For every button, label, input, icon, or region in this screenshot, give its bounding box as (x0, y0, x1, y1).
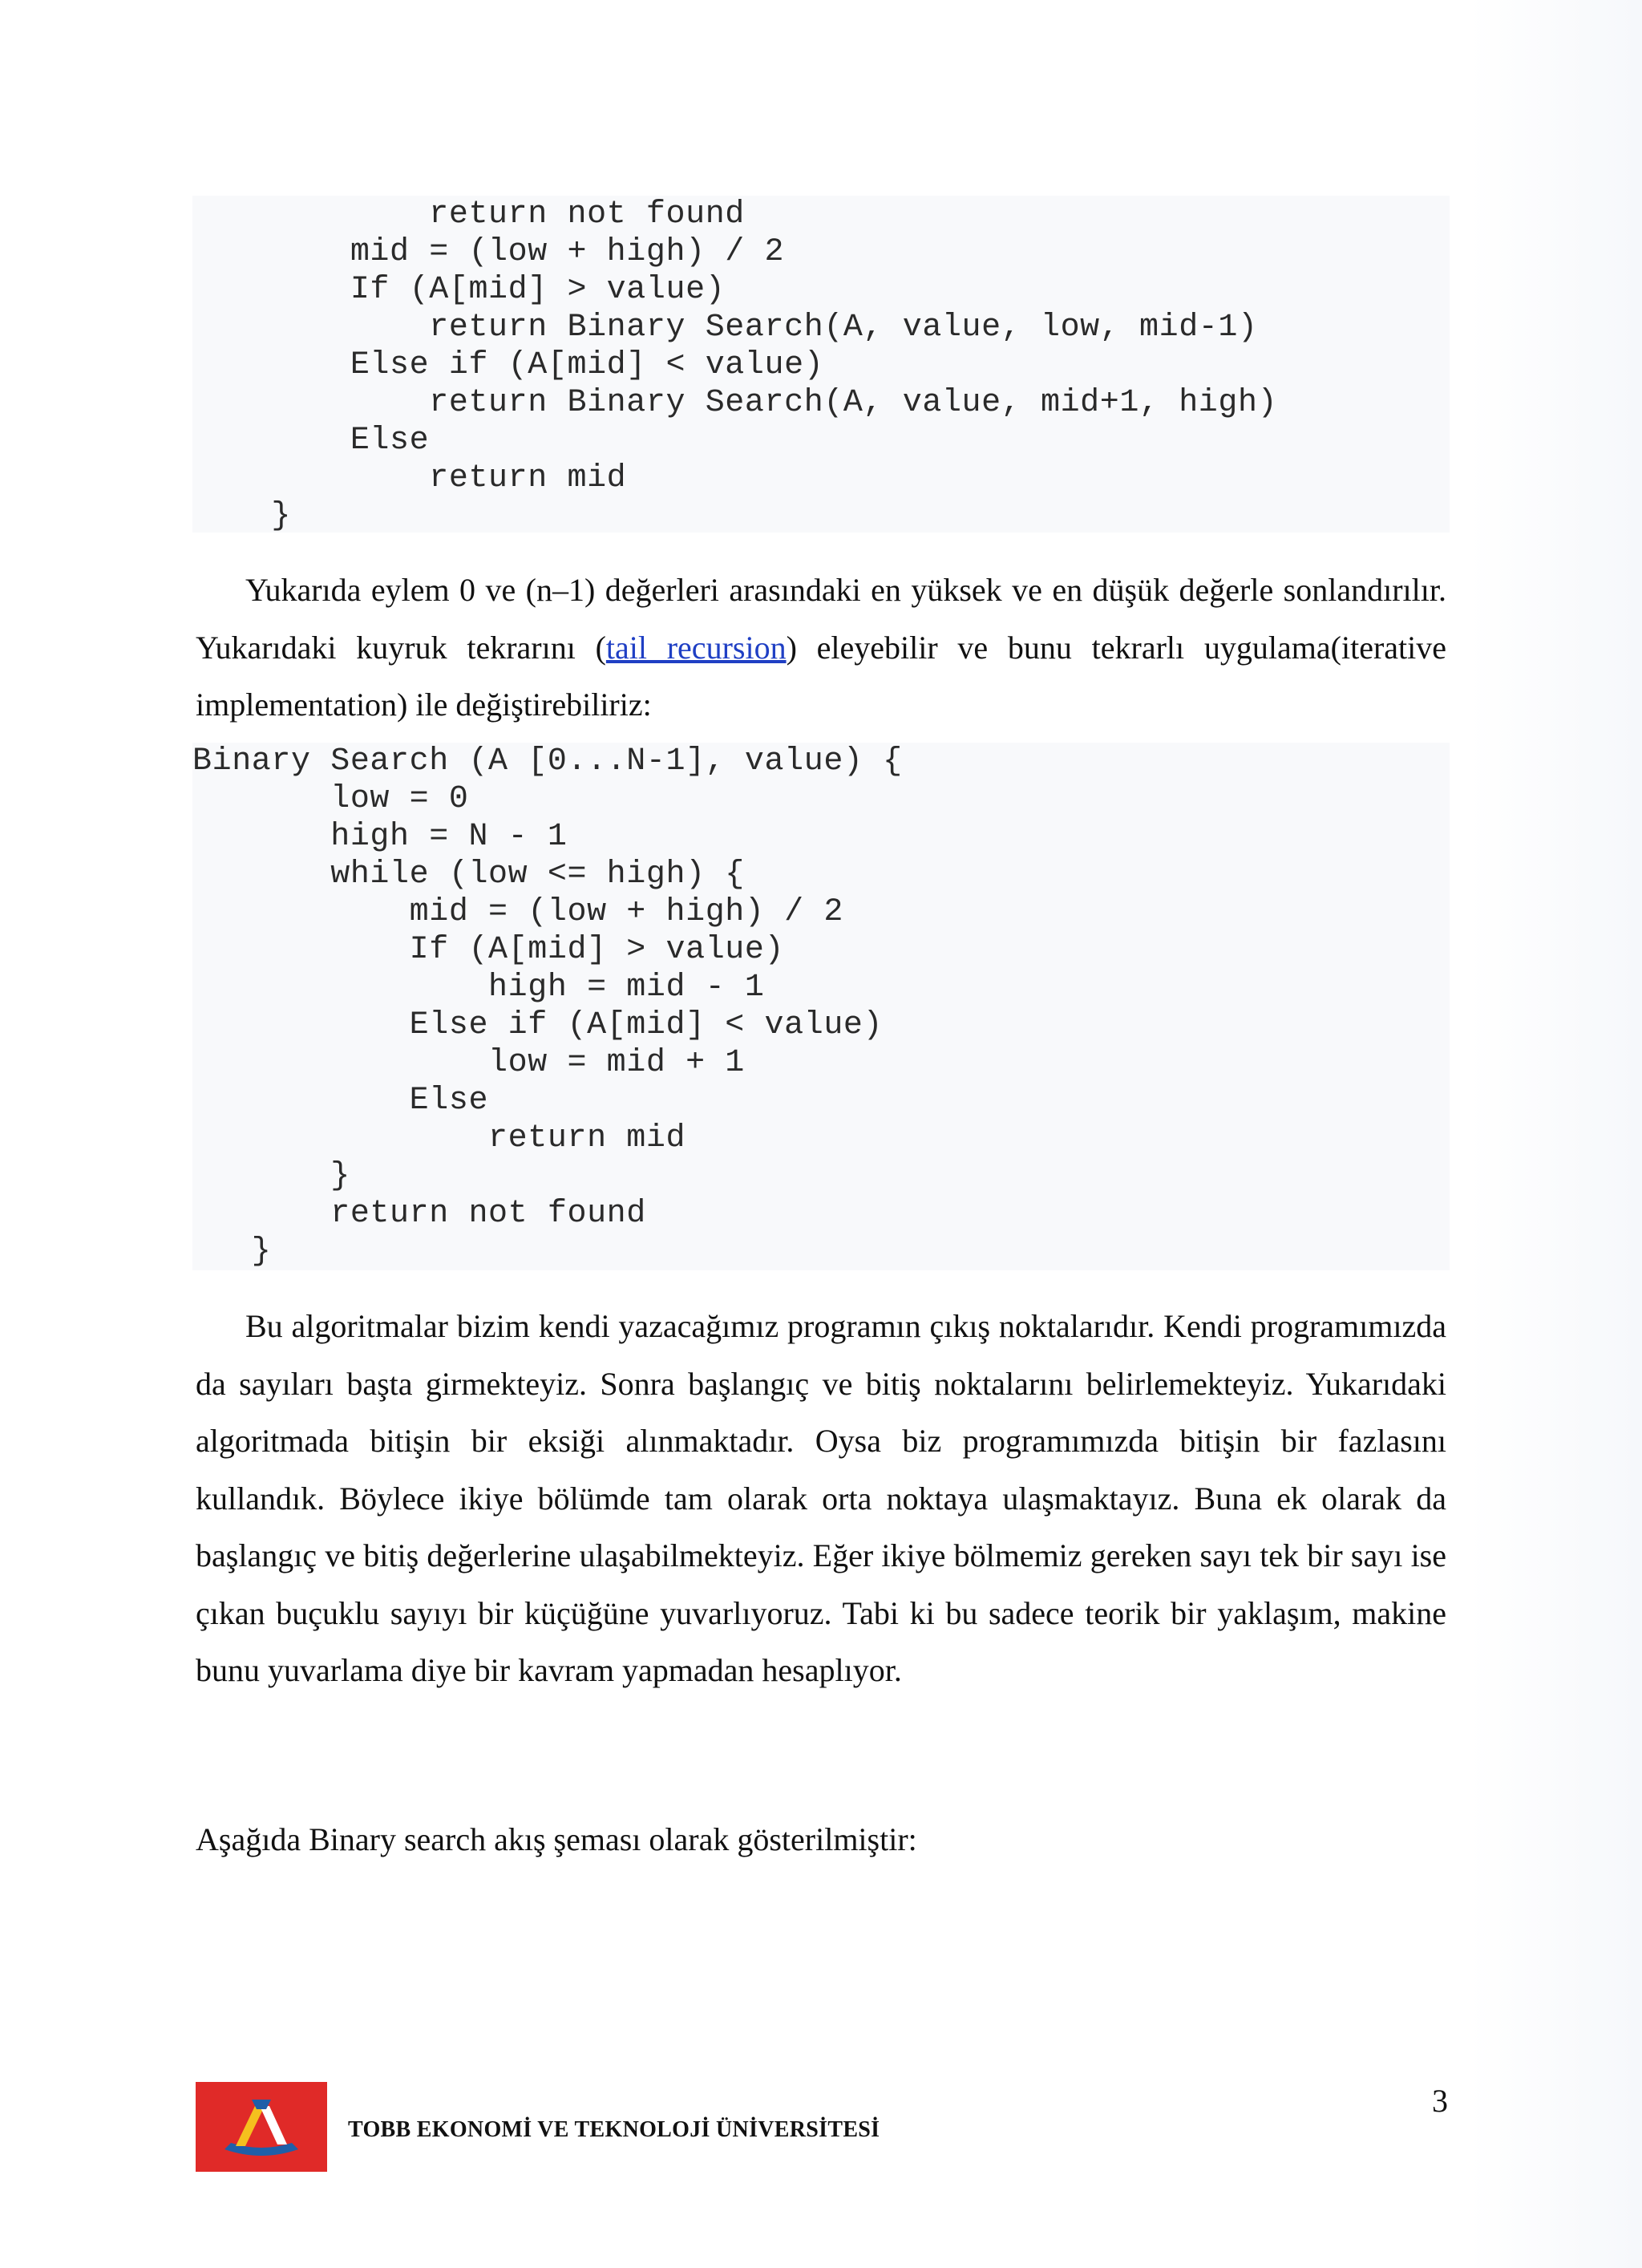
code-line: return Binary Search(A, value, low, mid-1) (192, 310, 1258, 346)
code-line: Else (192, 423, 430, 459)
code-line: Else if (A[mid] < value) (192, 347, 824, 383)
code-line: } (192, 1233, 272, 1270)
paragraph-flowchart-intro (196, 1811, 1446, 1869)
code-line: while (low <= high) { (192, 857, 745, 893)
code-line: Binary Search (A [0...N-1], value) { (192, 743, 903, 780)
code-line: return mid (192, 460, 627, 496)
code-line: high = N - 1 (192, 819, 568, 855)
paragraph-text: ) eleyebilir ve bunu tekrarlı uygulama(iterative implementation) ile değiştirebiliriz: (196, 629, 1446, 723)
code-line: return mid (192, 1120, 686, 1156)
code-line: low = mid + 1 (192, 1045, 745, 1081)
code-block-iterative (192, 743, 1450, 1270)
paragraph-text: Bu algoritmalar bizim kendi yazacağımız programın çıkış noktalarıdır. Kendi programımızda da sayıları başta girmekteyiz. Sonra başlangıç ve bitiş noktalarını belirlemekteyiz. Yukarıdaki algoritmada bitişin bir eksiği alınmaktadır. Oysa biz programımızda bitişin bir fazlasını kullandık. Böylece ikiye bölümde tam olarak orta noktaya ulaşmaktayız. Buna ek olarak da başlangıç ve bitiş değerlerine ulaşabilmekteyiz. Eğer ikiye bölmemiz gereken sayı tek bir sayı ise çıkan buçuklu sayıyı bir küçüğüne yuvarlıyoruz. Tabi ki bu sadece teorik bir yaklaşım, makine bunu yuvarlama diye bir kavram yapmadan hesaplıyor. (196, 1308, 1446, 1688)
code-line: Else (192, 1083, 489, 1119)
paragraph-text: Yukarıda eylem 0 ve (n–1) değerleri arasındaki en yüksek ve en düşük değerle sonlandırılır. Yukarıdaki kuyruk tekrarını ( (196, 572, 1446, 666)
institution-name: TOBB EKONOMİ VE TEKNOLOJİ ÜNİVERSİTESİ (348, 2117, 880, 2142)
code-block-recursive (192, 196, 1450, 533)
code-line: return not found (192, 196, 745, 233)
paragraph-tail-recursion (196, 561, 1446, 734)
code-line: Else if (A[mid] < value) (192, 1007, 884, 1043)
code-line: mid = (low + high) / 2 (192, 894, 843, 930)
code-line: If (A[mid] > value) (192, 272, 726, 308)
tail-recursion-link[interactable]: tail recursion (605, 629, 787, 666)
code-line: return not found (192, 1196, 646, 1232)
code-line: mid = (low + high) / 2 (192, 234, 785, 270)
code-line: If (A[mid] > value) (192, 932, 785, 968)
paragraph-algorithm-explanation (196, 1298, 1446, 1699)
tobb-etu-logo-icon (196, 2082, 327, 2172)
code-line: high = mid - 1 (192, 970, 765, 1006)
code-line: } (192, 1158, 350, 1194)
page-edge-shadow (1469, 0, 1642, 2268)
code-line: return Binary Search(A, value, mid+1, high) (192, 385, 1278, 421)
paragraph-text: Aşağıda Binary search akış şeması olarak gösterilmiştir: (196, 1821, 917, 1857)
code-line: low = 0 (192, 781, 469, 817)
code-line: } (192, 498, 292, 534)
page-number: 3 (1432, 2083, 1448, 2119)
